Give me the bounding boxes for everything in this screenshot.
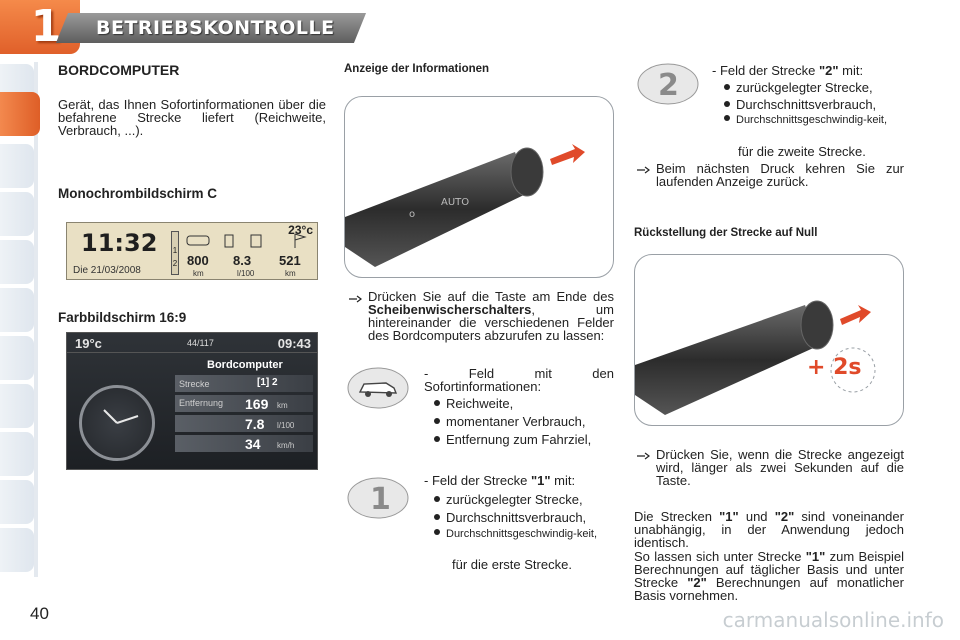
gauge-needle: [82, 388, 152, 458]
side-tab[interactable]: [0, 288, 34, 332]
color-row-value: [1] 2: [257, 377, 278, 388]
para1-post: sind voneinander unabhängig, in der Anwendung jedoch identisch.: [634, 509, 904, 550]
mono-selector: [171, 231, 179, 275]
trips-example-text: [634, 550, 904, 602]
svg-text:1: 1: [370, 482, 391, 517]
field-instant-title: - Feld mit den Sofortinformationen:: [424, 366, 614, 394]
side-tab-active[interactable]: [0, 92, 40, 136]
trip-1-badge: [346, 476, 410, 520]
para2-b2: "2": [687, 575, 707, 590]
item-text: zurückgelegter Strecke,: [736, 80, 873, 95]
para2-pre: So lassen sich unter Strecke: [634, 549, 802, 564]
wiper-stalk-illustration: [345, 97, 613, 277]
para2-mid: zum Beispiel Berechnungen auf täglicher Basis und unter Strecke: [634, 549, 904, 590]
next-press-text: Beim nächsten Druck kehren Sie zur laufenden Anzeige zurück.: [656, 161, 904, 189]
field1-item: [434, 492, 583, 507]
color-row-label: Strecke: [179, 379, 210, 389]
para2-b1: "1": [805, 549, 826, 564]
para1-b1: "1": [719, 509, 739, 524]
field2-note: für die zweite Strecke.: [738, 144, 866, 159]
field-instant-item: [434, 414, 585, 429]
svg-text:o: o: [409, 209, 416, 220]
trips-independent-text: [634, 510, 904, 549]
mono-value-range: 800: [187, 253, 209, 268]
item-text: Durchschnittsverbrauch,: [736, 97, 877, 112]
color-clock: 09:43: [277, 336, 311, 351]
side-tab[interactable]: [0, 480, 34, 524]
field2-item: [724, 97, 876, 112]
reset-instruction: Drücken Sie, wenn die Strecke angezeigt wird, länger als zwei Sekunden auf die Taste.: [656, 447, 904, 488]
stalk-image-display: [344, 96, 614, 278]
side-tab[interactable]: [0, 384, 34, 428]
watermark: carmanualsonline.info: [722, 608, 944, 632]
color-row-value: 7.8: [245, 416, 265, 432]
instruction-pre: Drücken Sie auf die Taste am Ende des: [368, 289, 614, 304]
color-row-unit: km/h: [277, 441, 295, 450]
car-icon: [346, 366, 410, 410]
page-title: BETRIEBSKONTROLLE: [96, 17, 335, 39]
color-row-unit: km: [277, 401, 288, 410]
para2-post: Berechnungen auf monatlicher Basis vornehmen.: [634, 575, 904, 603]
side-tab-strip: [0, 62, 46, 577]
para1-mid: und: [745, 509, 768, 524]
color-row-value: 34: [245, 436, 261, 452]
page-number: 40: [30, 604, 49, 623]
color-row-unit: l/100: [277, 421, 295, 430]
mono-selector-2: 2: [172, 259, 178, 268]
field2-pre: - Feld der Strecke: [712, 63, 816, 78]
chapter-number: 1: [30, 1, 62, 52]
color-screen-title: Bordcomputer: [207, 359, 283, 371]
mono-unit-2: l/100: [237, 269, 255, 278]
arrow-icon: [550, 144, 585, 165]
finger-pointer-icon: [636, 164, 650, 176]
svg-text:2: 2: [658, 68, 679, 103]
field1-item: [434, 510, 586, 525]
mono-unit-3: km: [285, 269, 296, 278]
color-row-label: Entfernung: [179, 398, 224, 408]
color-row-value: 169: [245, 396, 269, 412]
field1-post: mit:: [554, 473, 576, 488]
side-tab[interactable]: [0, 240, 34, 284]
field1-bold: "1": [530, 473, 551, 488]
mono-screen: [66, 222, 318, 280]
mono-selector-1: 1: [172, 246, 178, 255]
color-trip: 44/117: [187, 338, 214, 348]
mono-pictograms: [185, 231, 310, 251]
wiper-stalk-illustration: [635, 255, 903, 425]
item-text: zurückgelegter Strecke,: [446, 492, 583, 507]
side-tab[interactable]: [0, 336, 34, 380]
item-text: Entfernung zum Fahrziel,: [446, 432, 592, 447]
item-text: momentaner Verbrauch,: [446, 414, 586, 429]
mono-value-consumption: 8.3: [233, 253, 252, 268]
side-tab[interactable]: [0, 432, 34, 476]
item-text: Reichweite,: [446, 396, 514, 411]
finger-pointer-icon: [636, 450, 650, 462]
display-instruction: [368, 290, 614, 342]
arrow-icon: [840, 305, 871, 325]
section-heading-bordcomputer: BORDCOMPUTER: [58, 62, 180, 78]
field2-item: [724, 80, 873, 95]
field-instant-item: [434, 396, 513, 411]
side-tab[interactable]: [0, 528, 34, 572]
item-text: Durchschnittsverbrauch,: [446, 510, 587, 525]
item-text: Durchschnittsgeschwindig-keit,: [736, 114, 888, 126]
stalk-image-reset: [634, 254, 904, 426]
para1-pre: Die Strecken: [634, 509, 712, 524]
item-text: Durchschnittsgeschwindig-keit,: [446, 528, 598, 540]
field1-note: für die erste Strecke.: [452, 557, 572, 572]
mono-value-distance: 521: [279, 253, 301, 268]
field-instant-item: [434, 432, 591, 447]
finger-pointer-icon: [348, 293, 362, 305]
color-temp: 19°c: [75, 336, 102, 351]
field2-bold: "2": [818, 63, 839, 78]
mono-unit-1: km: [193, 269, 204, 278]
intro-text: Gerät, das Ihnen Sofortinformationen über die befahrene Strecke liefert (Reichweite, Verbrauch, ...).: [58, 97, 326, 138]
mono-heading: Monochrombildschirm C: [58, 186, 218, 201]
field1-pre: - Feld der Strecke: [424, 473, 528, 488]
field2-item: [724, 114, 908, 126]
field2-post: mit:: [842, 63, 864, 78]
instruction-post: , um hintereinander die verschiedenen Felder des Bordcomputers abzurufen zu lassen:: [368, 302, 614, 343]
trip-2-badge: [636, 62, 700, 106]
color-screen: [66, 332, 318, 470]
field2-title: [712, 64, 912, 77]
mono-clock: 11:32: [81, 229, 158, 257]
mono-date: Die 21/03/2008: [73, 265, 141, 276]
field1-title: [424, 474, 624, 487]
para1-b2: "2": [774, 509, 795, 524]
field1-item: [434, 528, 614, 540]
mono-temp: 23°c: [288, 223, 313, 237]
svg-text:AUTO: AUTO: [441, 197, 470, 208]
side-tab[interactable]: [0, 144, 34, 188]
instruction-bold: Scheibenwischerschalters: [368, 302, 532, 317]
color-heading: Farbbildschirm 16:9: [58, 310, 187, 325]
gauge-dial: [79, 385, 155, 461]
section-heading-reset: Rückstellung der Strecke auf Null: [634, 227, 818, 239]
section-heading-display: Anzeige der Informationen: [344, 63, 490, 75]
side-tab[interactable]: [0, 192, 34, 236]
reset-badge: + 2s: [807, 355, 862, 380]
